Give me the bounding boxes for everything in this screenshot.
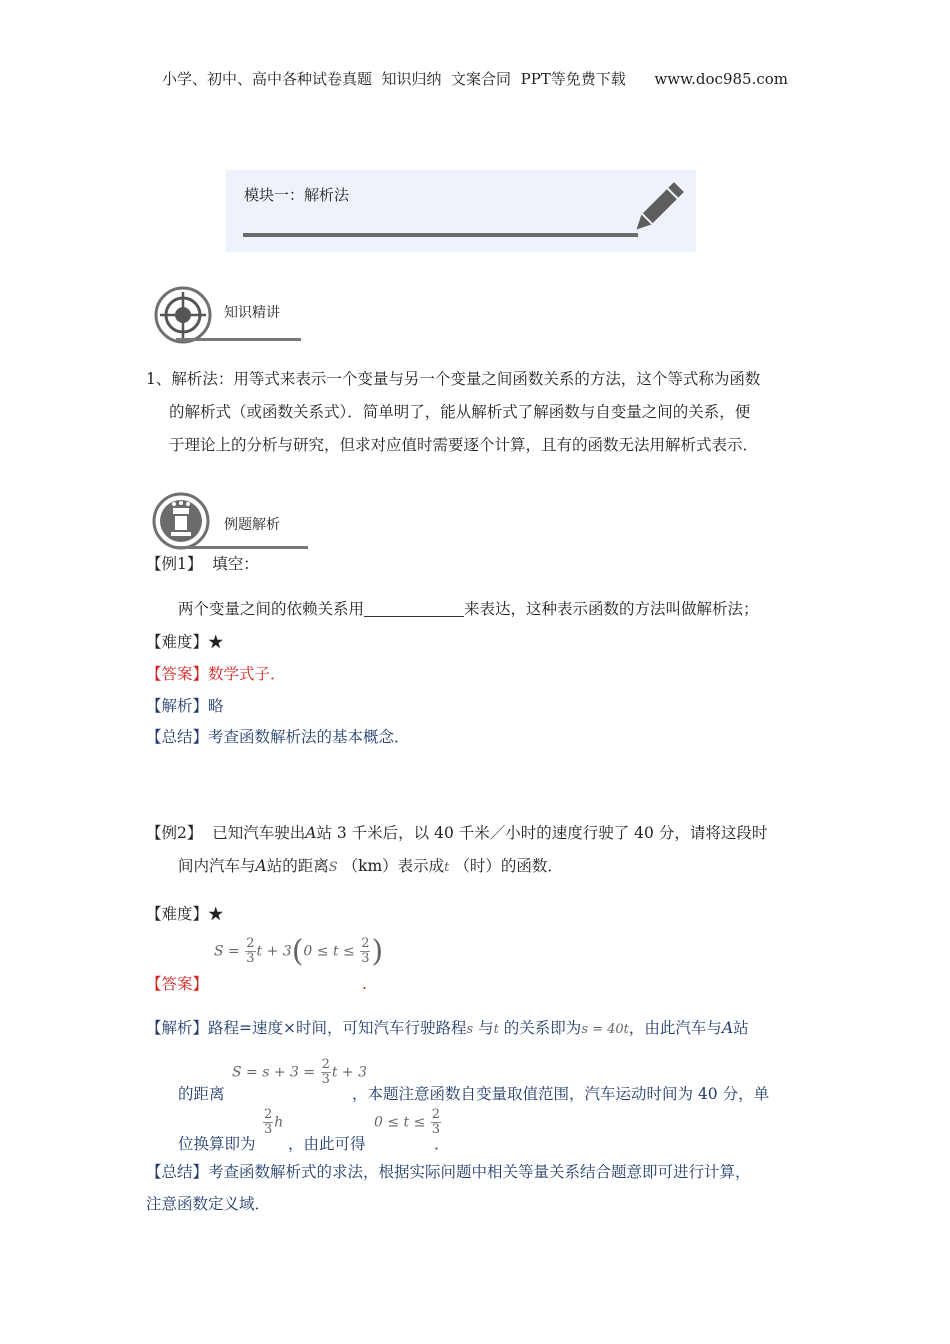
- module-title: 模块一：解析法: [244, 186, 350, 204]
- analysis-tag: 【解析】: [146, 1019, 209, 1037]
- example2-summary-line-1: [146, 1156, 751, 1189]
- frac-den: 3: [361, 951, 370, 966]
- summary-text: 考查函数解析法的基本概念．: [208, 728, 410, 746]
- answer-formula: S = $\frac{2}{3}$ t + 3(0 ≤ t ≤ $\frac{2}{3}$ ): [214, 934, 384, 969]
- example2-tag: 【例2】: [146, 824, 203, 842]
- analysis-text: 略: [208, 697, 224, 715]
- formula-part: 0 ≤ t ≤: [374, 1114, 430, 1131]
- example2-answer-end: .: [362, 975, 367, 993]
- difficulty-stars: ★: [208, 905, 224, 923]
- math-eq: s = 40t: [581, 1022, 629, 1037]
- summary-tag: 【总结】: [146, 1163, 209, 1181]
- frac-den: 3: [431, 1122, 441, 1137]
- example2-difficulty: [146, 898, 224, 931]
- formula-part: t + 3: [331, 1064, 368, 1081]
- example1-q-before: 两个变量之间的依赖关系用: [178, 600, 365, 618]
- frac-num: 2: [246, 936, 255, 951]
- fraction: [321, 1058, 331, 1087]
- difficulty-stars: ★: [208, 633, 224, 651]
- math-var-S: S: [328, 860, 338, 875]
- example1-type: 填空：: [212, 555, 259, 573]
- difficulty-tag: 【难度】: [146, 633, 209, 651]
- module-underline: [243, 233, 638, 237]
- answer-tag: 【答案】: [146, 665, 209, 683]
- example2-summary-line-2: 注意函数定义域．: [146, 1195, 271, 1213]
- example2-question-line-2: [178, 850, 563, 884]
- example1-analysis: [146, 690, 224, 723]
- math-var-s: s: [466, 1022, 474, 1037]
- answer-text: 数学式子．: [208, 665, 286, 683]
- pencil-icon: [624, 176, 690, 242]
- example1-tag: 【例1】: [146, 555, 203, 573]
- example1-answer: [146, 658, 286, 691]
- summary-text: 考查函数解析式的求法，根据实际问题中相关等量关系结合题意即可进行计算，: [208, 1163, 751, 1181]
- math-var-t: t: [444, 860, 450, 875]
- a-text: 路程=速度×时间，可知汽车行驶路程: [208, 1019, 467, 1037]
- section-title-examples: 例题解析: [224, 517, 280, 533]
- frac-den: 3: [264, 1122, 273, 1137]
- frac-num: 2: [431, 1107, 441, 1122]
- example2-analysis-line-1: [146, 1012, 749, 1046]
- example2-question-line-1: [146, 817, 767, 850]
- frac-den: 3: [246, 951, 255, 966]
- example1-summary: [146, 721, 410, 754]
- frac-num: 2: [264, 1107, 273, 1122]
- example2-analysis-line-3-end: ．: [434, 1135, 450, 1153]
- section-underline: [176, 338, 301, 341]
- chess-king-icon: [152, 492, 210, 550]
- target-icon: [154, 286, 212, 344]
- a-text: ，由此汽车与: [628, 1019, 722, 1037]
- q-text: 间内汽车与: [178, 857, 256, 875]
- fill-blank: [364, 598, 464, 617]
- formula-part: S =: [214, 943, 245, 960]
- example2-answer-tag: 【答案】: [146, 975, 209, 993]
- knowledge-line-2: 的解析式（或函数关系式）．简单明了，能从解析式了解函数与自变量之间的关系，便: [169, 403, 751, 421]
- q-text: 已知汽车驶出: [212, 824, 306, 842]
- math-var-t: t: [493, 1022, 499, 1037]
- analysis-formula-1: [232, 1058, 367, 1087]
- a-text: 站: [733, 1019, 749, 1037]
- fraction: [360, 937, 370, 966]
- summary-tag: 【总结】: [146, 728, 209, 746]
- analysis-tag: 【解析】: [146, 697, 209, 715]
- frac-den: 3: [321, 1072, 330, 1087]
- difficulty-tag: 【难度】: [146, 905, 209, 923]
- q-text: 站的距离: [266, 857, 329, 875]
- analysis-formula-3: [374, 1108, 442, 1137]
- example2-analysis-line-3b: ，由此可得: [288, 1135, 366, 1153]
- example1-heading: [146, 548, 259, 581]
- a-text: 的关系即为: [503, 1019, 582, 1037]
- section-title-knowledge: 知识精讲: [224, 305, 280, 321]
- example1-question: [178, 593, 759, 626]
- knowledge-line-3: 于理论上的分析与研究，但求对应值时需要逐个计算，且有的函数无法用解析式表示．: [169, 436, 759, 454]
- formula-part: t + 3: [256, 943, 292, 960]
- formula-part: S = s + 3 =: [232, 1064, 320, 1081]
- math-var-A: A: [305, 824, 317, 842]
- example2-analysis-line-2a: 的距离: [178, 1085, 225, 1103]
- formula-part: 0 ≤ t ≤: [303, 943, 360, 960]
- knowledge-line-1: 1、解析法：用等式来表示一个变量与另一个变量之间函数关系的方法，这个等式称为函数: [146, 370, 761, 388]
- example2-analysis-line-3a: 位换算即为: [178, 1135, 256, 1153]
- math-var-A: A: [255, 857, 267, 875]
- a-text: 与: [478, 1019, 494, 1037]
- analysis-formula-2: [262, 1108, 283, 1137]
- example1-q-after: 来表达，这种表示函数的方法叫做解析法；: [464, 600, 759, 618]
- fraction: [263, 1108, 273, 1137]
- q-text: （km）表示成: [342, 857, 445, 875]
- frac-num: 2: [361, 936, 370, 951]
- header-site: www.doc985.com: [654, 70, 788, 88]
- header-text: 小学、初中、高中各种试卷真题 知识归纳 文案合同 PPT等免费下载: [161, 70, 626, 88]
- example1-difficulty: [146, 626, 224, 659]
- example2-analysis-line-2b: ，本题注意函数自变量取值范围，汽车运动时间为 40 分，单: [352, 1085, 770, 1103]
- q-text: 站 3 千米后，以 40 千米／小时的速度行驶了 40 分，请将这段时: [316, 824, 768, 842]
- formula-part: h: [274, 1114, 284, 1131]
- math-var-A: A: [721, 1019, 734, 1037]
- page-header: [0, 68, 950, 89]
- frac-num: 2: [321, 1057, 330, 1072]
- fraction: [245, 937, 255, 966]
- q-text: （时）的函数．: [454, 857, 563, 875]
